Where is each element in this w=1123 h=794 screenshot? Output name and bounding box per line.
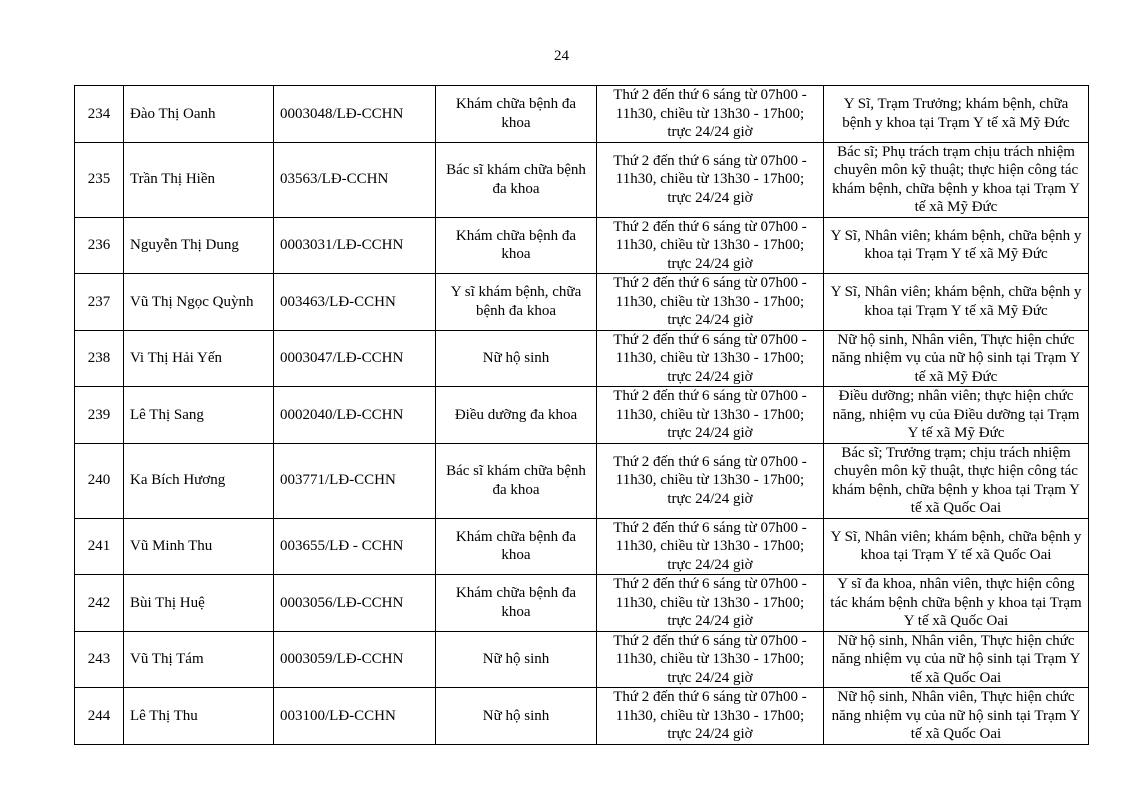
position-duties-cell: Nữ hộ sinh, Nhân viên, Thực hiện chức năng nhiệm vụ của nữ hộ sinh tại Trạm Y tế xã Mỹ Đức [824, 330, 1089, 387]
position-duties-cell: Y Sĩ, Nhân viên; khám bệnh, chữa bệnh y khoa tại Trạm Y tế xã Mỹ Đức [824, 274, 1089, 331]
license-number-cell: 0003031/LĐ-CCHN [274, 217, 436, 274]
position-duties-cell: Nữ hộ sinh, Nhân viên, Thực hiện chức năng nhiệm vụ của nữ hộ sinh tại Trạm Y tế xã Quốc Oai [824, 631, 1089, 688]
practice-scope-cell: Bác sĩ khám chữa bệnh đa khoa [436, 443, 597, 518]
staff-name-cell: Vũ Thị Tám [124, 631, 274, 688]
row-number-cell: 243 [75, 631, 124, 688]
staff-name-cell: Lê Thị Sang [124, 387, 274, 444]
working-hours-cell: Thứ 2 đến thứ 6 sáng từ 07h00 - 11h30, chiều từ 13h30 - 17h00; trực 24/24 giờ [597, 518, 824, 575]
position-duties-cell: Y Sĩ, Trạm Trưởng; khám bệnh, chữa bệnh y khoa tại Trạm Y tế xã Mỹ Đức [824, 86, 1089, 143]
practice-scope-cell: Bác sĩ khám chữa bệnh đa khoa [436, 142, 597, 217]
row-number-cell: 244 [75, 688, 124, 745]
staff-table-body [75, 86, 1089, 745]
table-row [75, 575, 1089, 632]
staff-name-cell: Vũ Minh Thu [124, 518, 274, 575]
row-number-cell: 239 [75, 387, 124, 444]
working-hours-cell: Thứ 2 đến thứ 6 sáng từ 07h00 - 11h30, chiều từ 13h30 - 17h00; trực 24/24 giờ [597, 387, 824, 444]
table-row [75, 274, 1089, 331]
license-number-cell: 003771/LĐ-CCHN [274, 443, 436, 518]
practice-scope-cell: Y sĩ khám bệnh, chữa bệnh đa khoa [436, 274, 597, 331]
staff-name-cell: Vũ Thị Ngọc Quỳnh [124, 274, 274, 331]
working-hours-cell: Thứ 2 đến thứ 6 sáng từ 07h00 - 11h30, chiều từ 13h30 - 17h00; trực 24/24 giờ [597, 274, 824, 331]
practice-scope-cell: Khám chữa bệnh đa khoa [436, 518, 597, 575]
staff-name-cell: Ka Bích Hương [124, 443, 274, 518]
practice-scope-cell: Nữ hộ sinh [436, 330, 597, 387]
working-hours-cell: Thứ 2 đến thứ 6 sáng từ 07h00 - 11h30, chiều từ 13h30 - 17h00; trực 24/24 giờ [597, 330, 824, 387]
practice-scope-cell: Nữ hộ sinh [436, 688, 597, 745]
position-duties-cell: Bác sĩ; Trưởng trạm; chịu trách nhiệm chuyên môn kỹ thuật, thực hiện công tác khám bệnh, chữa bệnh y khoa tại Trạm Y tế xã Quốc Oai [824, 443, 1089, 518]
license-number-cell: 0003059/LĐ-CCHN [274, 631, 436, 688]
table-row [75, 688, 1089, 745]
position-duties-cell: Y Sĩ, Nhân viên; khám bệnh, chữa bệnh y khoa tại Trạm Y tế xã Mỹ Đức [824, 217, 1089, 274]
row-number-cell: 237 [75, 274, 124, 331]
position-duties-cell: Điều dưỡng; nhân viên; thực hiện chức năng, nhiệm vụ của Điều dưỡng tại Trạm Y tế xã Mỹ Đức [824, 387, 1089, 444]
row-number-cell: 241 [75, 518, 124, 575]
practice-scope-cell: Khám chữa bệnh đa khoa [436, 86, 597, 143]
license-number-cell: 0003048/LĐ-CCHN [274, 86, 436, 143]
table-row [75, 443, 1089, 518]
working-hours-cell: Thứ 2 đến thứ 6 sáng từ 07h00 - 11h30, chiều từ 13h30 - 17h00; trực 24/24 giờ [597, 86, 824, 143]
table-row [75, 217, 1089, 274]
practice-scope-cell: Nữ hộ sinh [436, 631, 597, 688]
table-row [75, 86, 1089, 143]
license-number-cell: 0003056/LĐ-CCHN [274, 575, 436, 632]
license-number-cell: 003463/LĐ-CCHN [274, 274, 436, 331]
staff-name-cell: Nguyễn Thị Dung [124, 217, 274, 274]
staff-name-cell: Vi Thị Hải Yến [124, 330, 274, 387]
staff-name-cell: Lê Thị Thu [124, 688, 274, 745]
license-number-cell: 0002040/LĐ-CCHN [274, 387, 436, 444]
table-row [75, 330, 1089, 387]
working-hours-cell: Thứ 2 đến thứ 6 sáng từ 07h00 - 11h30, chiều từ 13h30 - 17h00; trực 24/24 giờ [597, 631, 824, 688]
row-number-cell: 236 [75, 217, 124, 274]
staff-name-cell: Đào Thị Oanh [124, 86, 274, 143]
staff-table [74, 85, 1089, 745]
working-hours-cell: Thứ 2 đến thứ 6 sáng từ 07h00 - 11h30, chiều từ 13h30 - 17h00; trực 24/24 giờ [597, 443, 824, 518]
position-duties-cell: Y sĩ đa khoa, nhân viên, thực hiện công tác khám bệnh chữa bệnh y khoa tại Trạm Y tế xã Quốc Oai [824, 575, 1089, 632]
table-row [75, 518, 1089, 575]
table-row [75, 631, 1089, 688]
staff-name-cell: Trần Thị Hiền [124, 142, 274, 217]
staff-name-cell: Bùi Thị Huệ [124, 575, 274, 632]
row-number-cell: 242 [75, 575, 124, 632]
position-duties-cell: Bác sĩ; Phụ trách trạm chịu trách nhiệm chuyên môn kỹ thuật; thực hiện công tác khám bệnh, chữa bệnh y khoa tại Trạm Y tế xã Mỹ Đức [824, 142, 1089, 217]
license-number-cell: 003655/LĐ - CCHN [274, 518, 436, 575]
license-number-cell: 003100/LĐ-CCHN [274, 688, 436, 745]
working-hours-cell: Thứ 2 đến thứ 6 sáng từ 07h00 - 11h30, chiều từ 13h30 - 17h00; trực 24/24 giờ [597, 217, 824, 274]
license-number-cell: 03563/LĐ-CCHN [274, 142, 436, 217]
table-row [75, 142, 1089, 217]
practice-scope-cell: Khám chữa bệnh đa khoa [436, 217, 597, 274]
working-hours-cell: Thứ 2 đến thứ 6 sáng từ 07h00 - 11h30, chiều từ 13h30 - 17h00; trực 24/24 giờ [597, 688, 824, 745]
row-number-cell: 234 [75, 86, 124, 143]
row-number-cell: 240 [75, 443, 124, 518]
license-number-cell: 0003047/LĐ-CCHN [274, 330, 436, 387]
practice-scope-cell: Điều dưỡng đa khoa [436, 387, 597, 444]
page-number: 24 [554, 48, 569, 64]
practice-scope-cell: Khám chữa bệnh đa khoa [436, 575, 597, 632]
working-hours-cell: Thứ 2 đến thứ 6 sáng từ 07h00 - 11h30, chiều từ 13h30 - 17h00; trực 24/24 giờ [597, 142, 824, 217]
position-duties-cell: Y Sĩ, Nhân viên; khám bệnh, chữa bệnh y khoa tại Trạm Y tế xã Quốc Oai [824, 518, 1089, 575]
table-row [75, 387, 1089, 444]
row-number-cell: 238 [75, 330, 124, 387]
position-duties-cell: Nữ hộ sinh, Nhân viên, Thực hiện chức năng nhiệm vụ của nữ hộ sinh tại Trạm Y tế xã Quốc Oai [824, 688, 1089, 745]
row-number-cell: 235 [75, 142, 124, 217]
working-hours-cell: Thứ 2 đến thứ 6 sáng từ 07h00 - 11h30, chiều từ 13h30 - 17h00; trực 24/24 giờ [597, 575, 824, 632]
